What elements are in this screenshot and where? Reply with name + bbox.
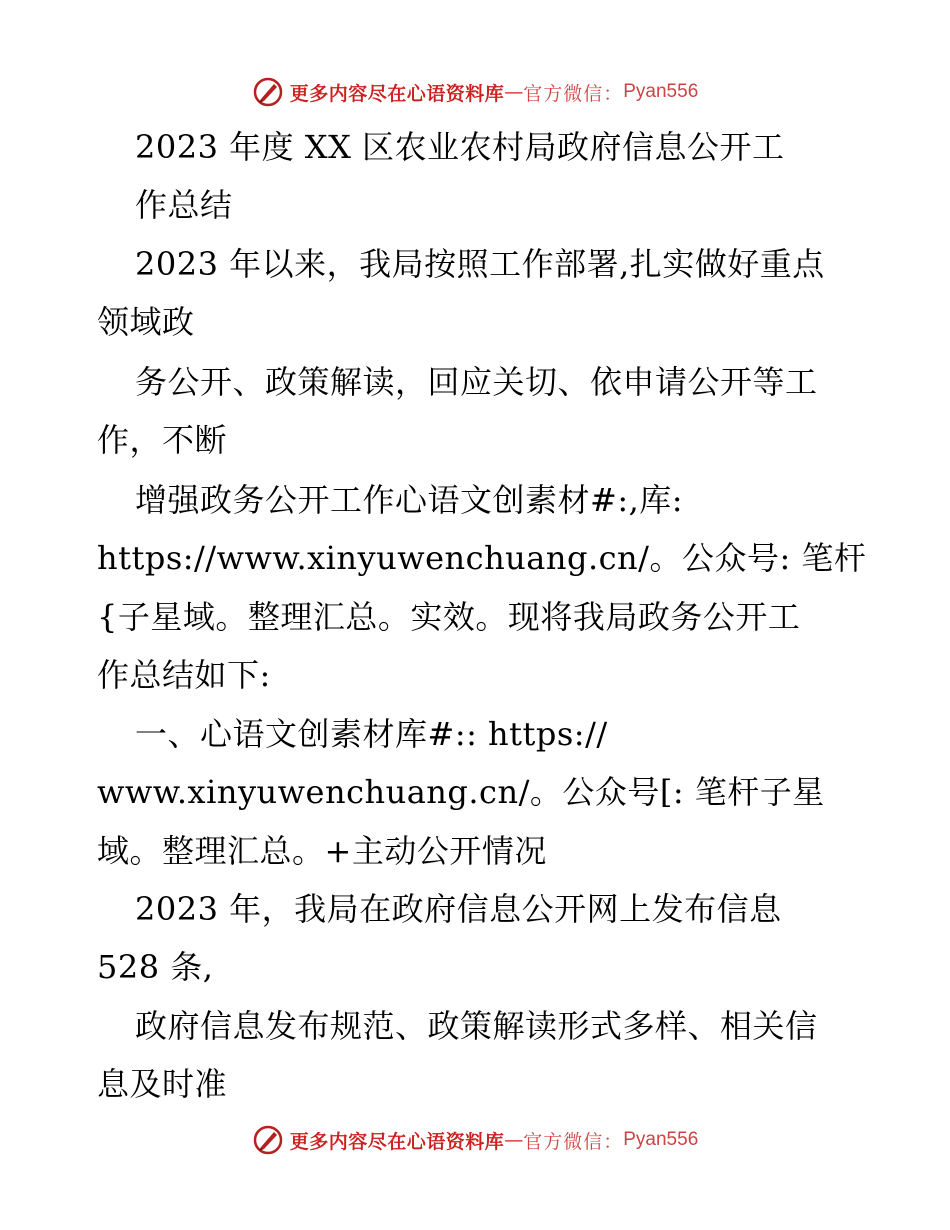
banner-sub-text: 官方微信： — [523, 82, 624, 105]
paragraph-line: {子星域。整理汇总。实效。现将我局政务公开工 — [97, 598, 801, 636]
title-line-1: 2023 年度 XX 区农业农村局政府信息公开工 — [135, 128, 785, 166]
section-heading-line: 一、心语文创素材库#:: https:// — [135, 715, 608, 753]
banner-wechat-id: Pyan556 — [623, 1129, 699, 1150]
footer-banner — [0, 1120, 950, 1160]
banner-main-text: 更多内容尽在心语资料库 — [289, 1130, 505, 1153]
paragraph-line: 528 条, — [97, 948, 214, 986]
pen-logo-icon — [252, 1124, 284, 1156]
section-heading-line: 域。整理汇总。+主动公开情况 — [97, 832, 547, 870]
paragraph-line: 领域政 — [97, 303, 195, 341]
pen-logo-icon — [252, 76, 284, 108]
header-banner — [0, 72, 950, 112]
paragraph-line: 作总结如下: — [97, 656, 271, 694]
section-heading-line: www.xinyuwenchuang.cn/。公众号[: 笔杆子星 — [97, 773, 825, 811]
banner-sub-text: 官方微信： — [523, 1130, 624, 1153]
title-line-2: 作总结 — [135, 186, 233, 224]
paragraph-line: 息及时准 — [97, 1065, 228, 1103]
paragraph-line: 增强政务公开工作心语文创素材#:,库: — [135, 481, 684, 519]
paragraph-line: 2023 年以来，我局按照工作部署,扎实做好重点 — [135, 245, 825, 283]
banner-separator: — — [504, 1129, 524, 1151]
paragraph-line: 政府信息发布规范、政策解读形式多样、相关信 — [135, 1007, 818, 1045]
banner-wechat-id: Pyan556 — [623, 81, 699, 102]
paragraph-line: 务公开、政策解读，回应关切、依申请公开等工 — [135, 363, 818, 401]
banner-separator: — — [504, 81, 524, 103]
paragraph-line: 作，不断 — [97, 421, 228, 459]
paragraph-line: 2023 年，我局在政府信息公开网上发布信息 — [135, 890, 782, 928]
paragraph-line: https://www.xinyuwenchuang.cn/。公众号: 笔杆 — [97, 539, 867, 577]
banner-main-text: 更多内容尽在心语资料库 — [289, 82, 505, 105]
